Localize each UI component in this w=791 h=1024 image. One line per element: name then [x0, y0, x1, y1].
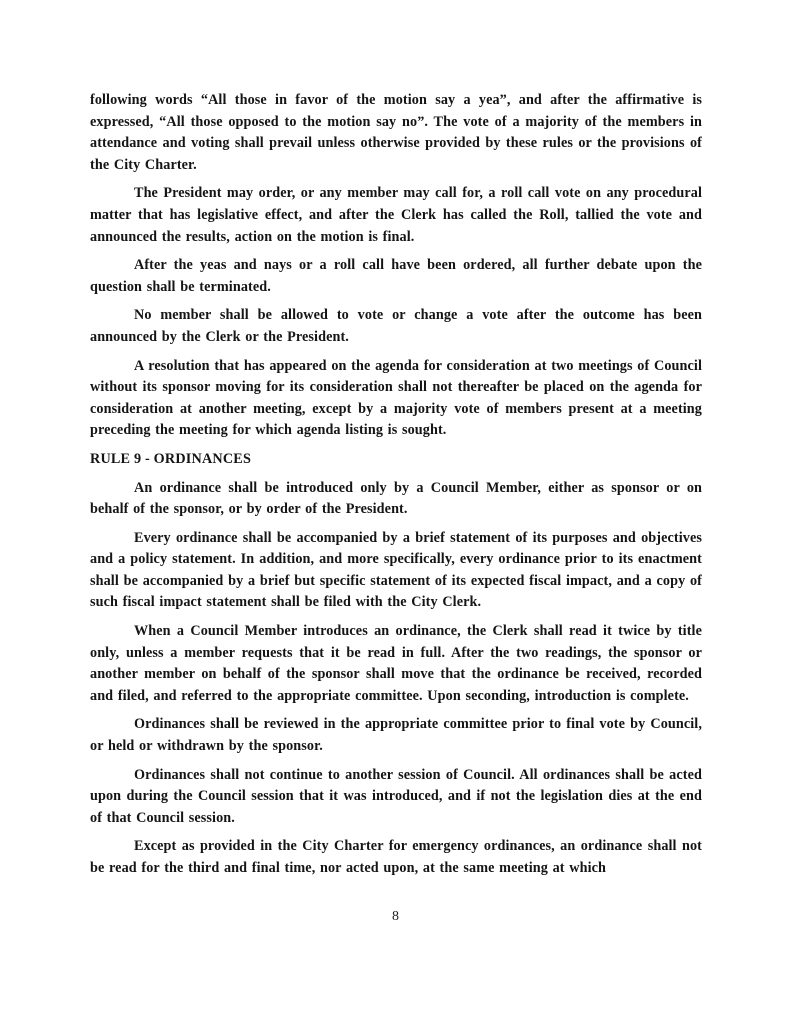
paragraph: Except as provided in the City Charter for emergency ordinances, an ordinance shall not be read for the third and final time, nor acted upon, at the same meeting at which: [90, 838, 702, 876]
paragraph: The President may order, or any member may call for, a roll call vote on any procedural matter that has legislative effect, and after the Clerk has called the Roll, tallied the vote and announced the results, action on the motion is final.: [90, 185, 702, 245]
paragraph-continuation: following words “All those in favor of the motion say a yea”, and after the affirmative is expressed, “All those opposed to the motion say no”. The vote of a majority of the members in attendance and voting shall prevail unless otherwise provided by these rules or the provisions of the City Charter.: [90, 92, 702, 173]
document-text-block: [90, 90, 702, 887]
section-heading-rule9: RULE 9 - ORDINANCES: [90, 450, 252, 467]
paragraph: Ordinances shall not continue to another session of Council. All ordinances shall be acted upon during the Council session that it was introduced, and if not the legislation dies at the end of that Council session.: [90, 766, 702, 826]
paragraph: Every ordinance shall be accompanied by a brief statement of its purposes and objectives and a policy statement. In addition, and more specifically, every ordinance prior to its enactment shall be accompanied by a brief but specific statement of its expected fiscal impact, and a copy of such fiscal impact statement shall be filed with the City Clerk.: [90, 529, 702, 611]
paragraph: An ordinance shall be introduced only by a Council Member, either as sponsor or on behalf of the sponsor, or by order of the President.: [90, 479, 702, 518]
paragraph: A resolution that has appeared on the agenda for consideration at two meetings of Council without its sponsor moving for its consideration shall not thereafter be placed on the agenda for consideration at another meeting, except by a majority vote of members present at a meeting preceding the meeting for which agenda listing is sought.: [90, 357, 702, 439]
paragraph: When a Council Member introduces an ordinance, the Clerk shall read it twice by title only, unless a member requests that it be read in full. After the two readings, the sponsor or another member on behalf of the sponsor shall move that the ordinance be received, recorded and filed, and referred to the appropriate committee. Upon seconding, introduction is complete.: [90, 623, 702, 704]
paragraph: Ordinances shall be reviewed in the appropriate committee prior to final vote by Council, or held or withdrawn by the sponsor.: [90, 716, 702, 755]
paragraph: After the yeas and nays or a roll call have been ordered, all further debate upon the question shall be terminated.: [90, 257, 702, 295]
page-number: 8: [392, 909, 399, 924]
paragraph: No member shall be allowed to vote or change a vote after the outcome has been announced by the Clerk or the President.: [90, 307, 702, 345]
